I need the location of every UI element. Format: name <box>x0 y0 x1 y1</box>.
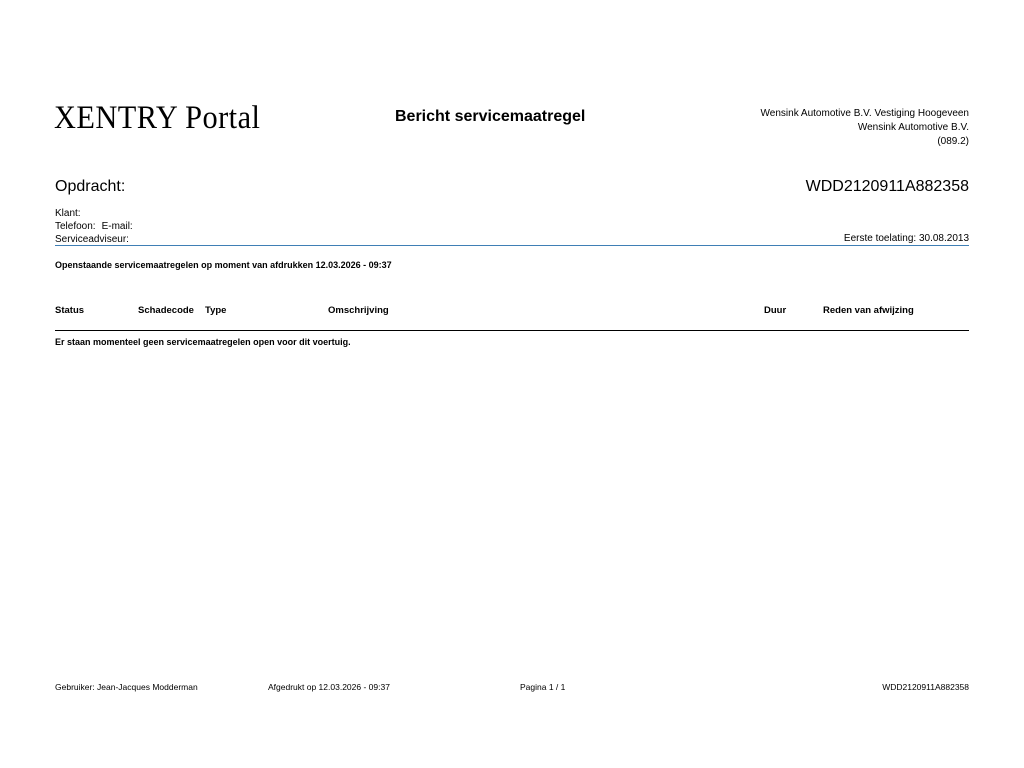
email-label: E-mail: <box>101 221 133 232</box>
footer-user: Gebruiker: Jean-Jacques Modderman <box>55 682 198 692</box>
xentry-portal-logo: XENTRY Portal <box>54 100 261 136</box>
column-header-rejection-reason: Reden van afwijzing <box>823 305 914 316</box>
footer-vin: WDD2120911A882358 <box>882 682 969 692</box>
service-advisor-label: Serviceadviseur: <box>55 234 129 245</box>
column-header-damage-code: Schadecode <box>138 305 194 316</box>
order-label: Opdracht: <box>55 178 126 195</box>
dealer-address-block <box>761 107 969 149</box>
table-header-divider <box>55 330 969 331</box>
no-open-measures-message: Er staan momenteel geen servicemaatregelen open voor dit voertuig. <box>55 337 351 347</box>
dealer-line-branch: Wensink Automotive B.V. Vestiging Hoogeveen <box>760 108 969 119</box>
footer-page-number: Pagina 1 / 1 <box>520 682 566 692</box>
header-divider <box>55 245 969 246</box>
dealer-line-code: (089.2) <box>937 136 969 147</box>
column-header-description: Omschrijving <box>328 305 389 316</box>
client-label: Klant: <box>55 208 81 219</box>
document-title: Bericht servicemaatregel <box>395 108 586 125</box>
open-measures-note: Openstaande servicemaatregelen op moment van afdrukken 12.03.2026 - 09:37 <box>55 260 392 270</box>
client-row <box>55 207 133 220</box>
footer-print-date: Afgedrukt op 12.03.2026 - 09:37 <box>268 682 390 692</box>
column-header-type: Type <box>205 305 227 316</box>
first-registration-date: Eerste toelating: 30.08.2013 <box>843 233 969 244</box>
contact-row <box>55 220 133 233</box>
customer-info-block <box>55 207 133 246</box>
dealer-line-company: Wensink Automotive B.V. <box>857 122 969 133</box>
column-header-duration: Duur <box>764 305 787 316</box>
vehicle-vin: WDD2120911A882358 <box>805 178 969 195</box>
phone-label: Telefoon: <box>55 221 96 232</box>
column-header-status: Status <box>55 305 85 316</box>
